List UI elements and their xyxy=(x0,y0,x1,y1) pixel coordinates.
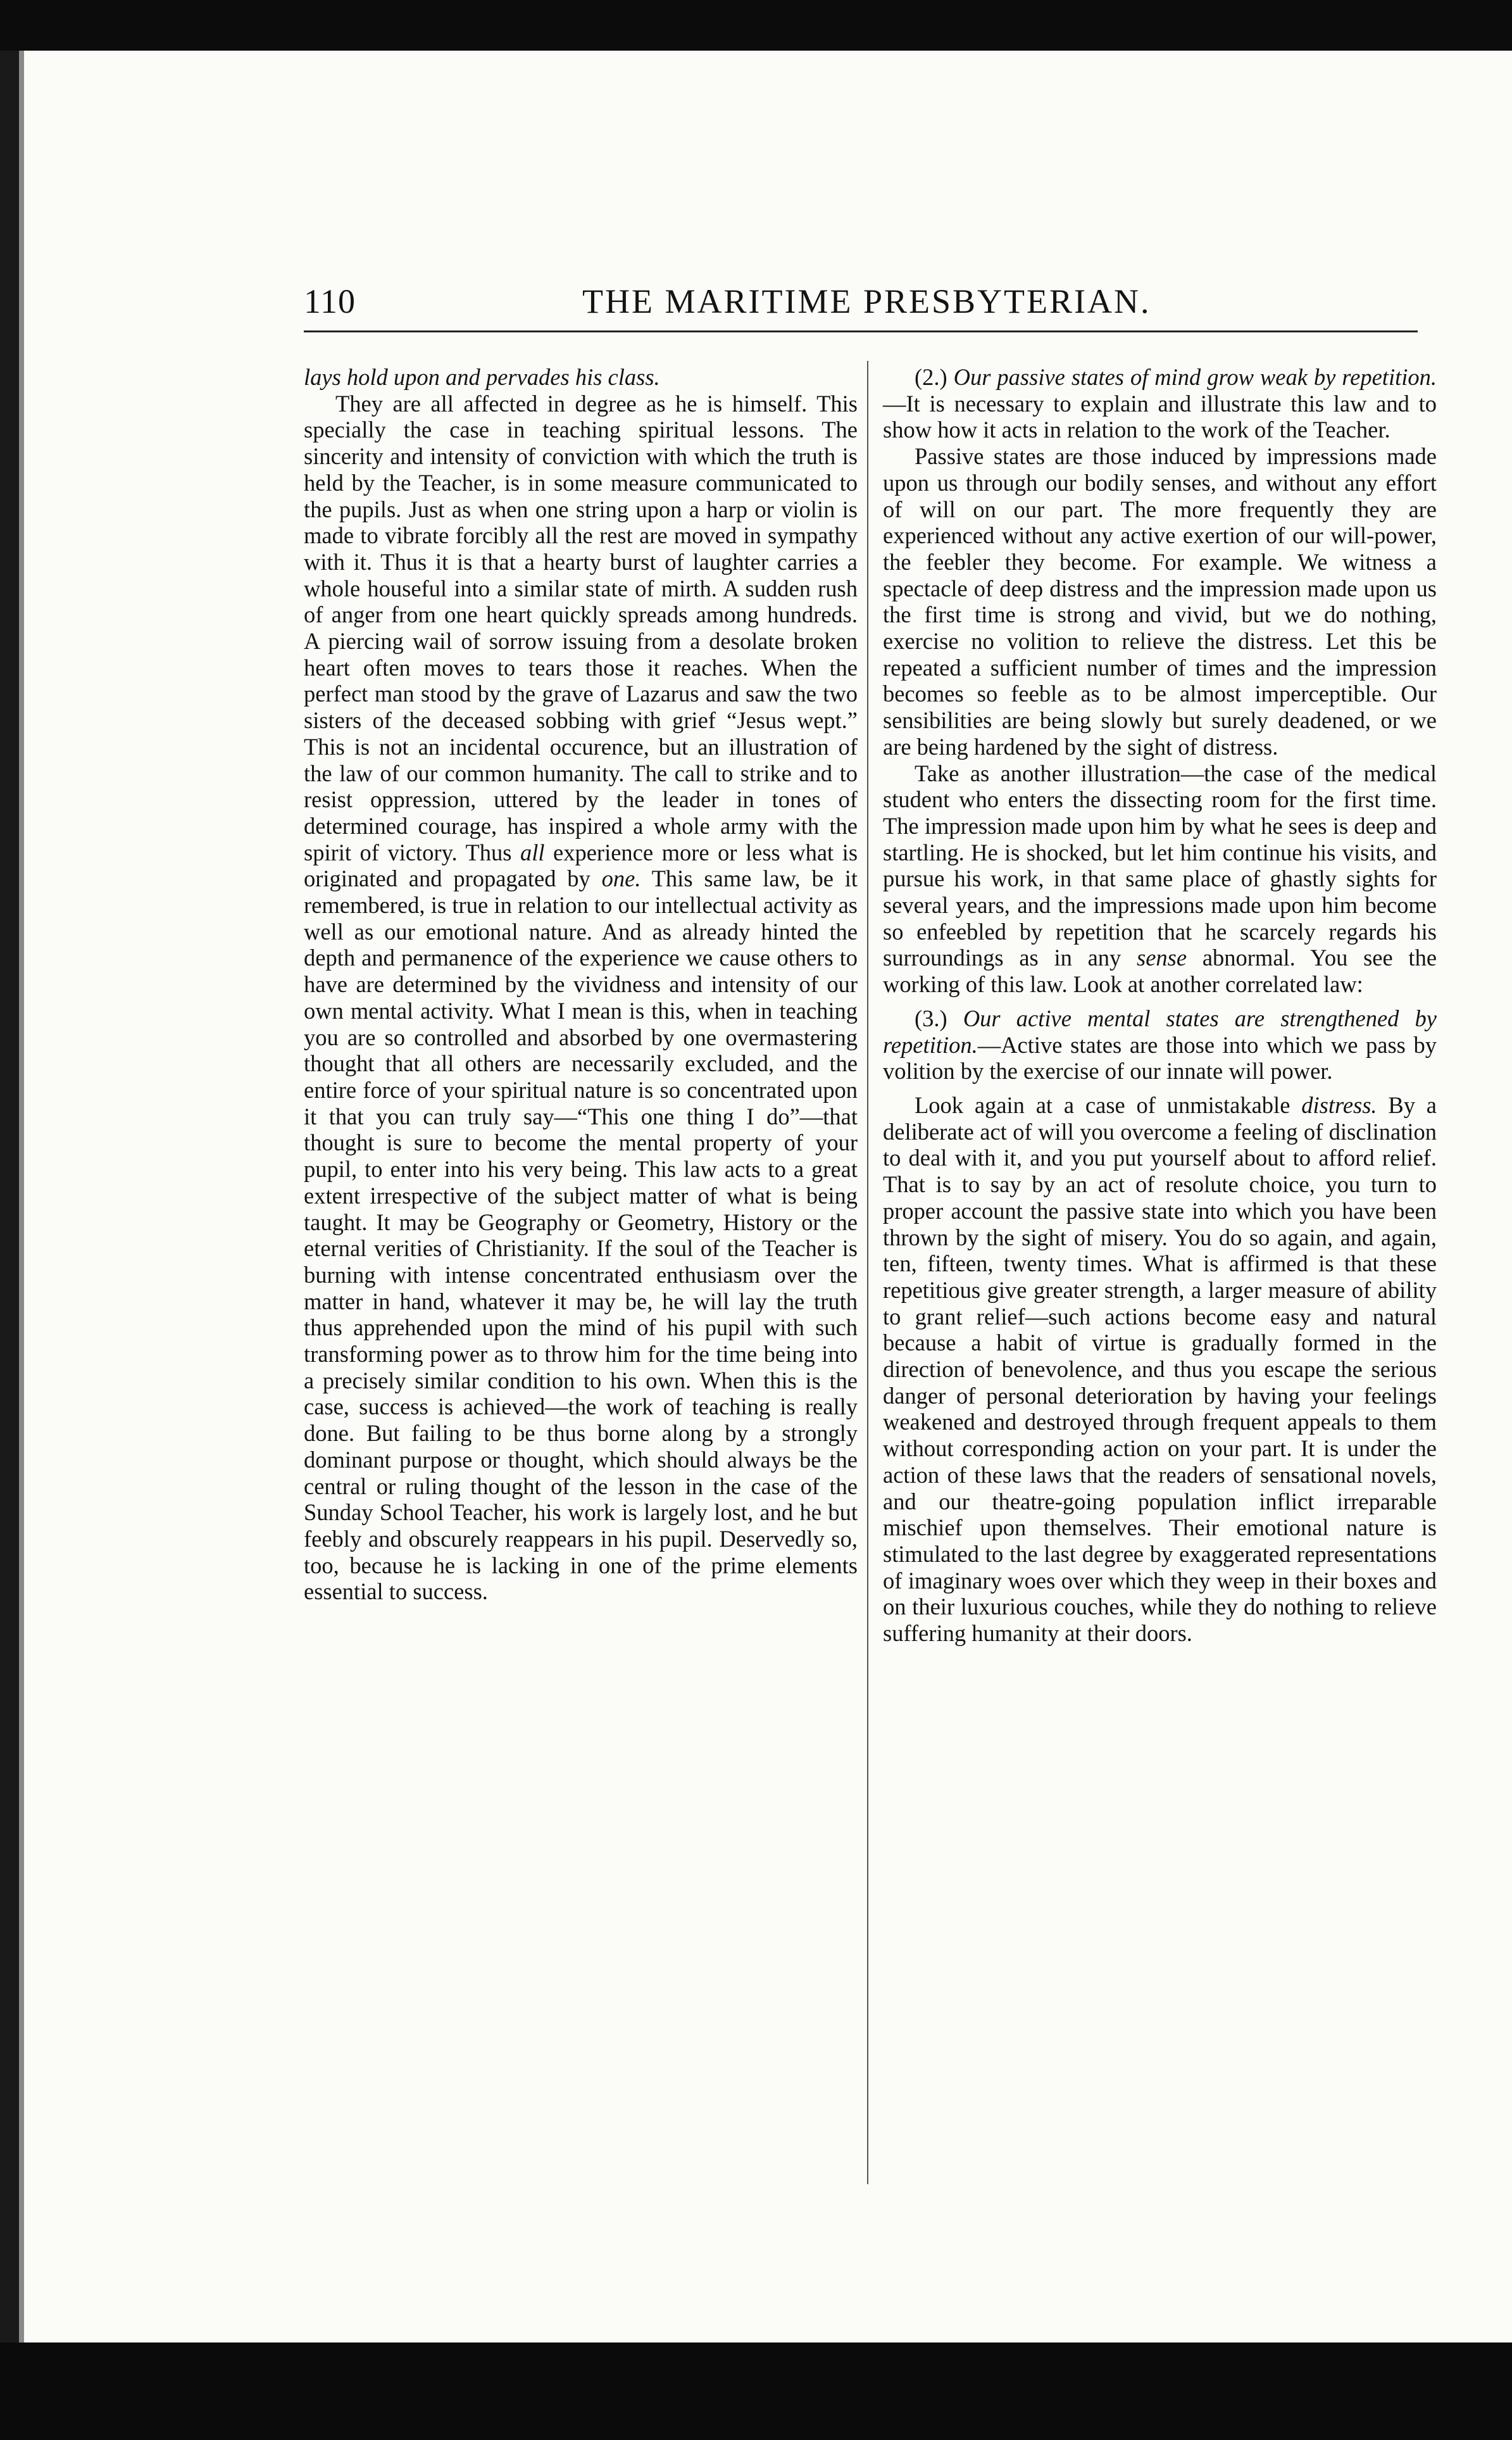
section-heading: Our active mental states are strengthened by repetition. xyxy=(883,1005,1437,1058)
section-number: (3.) xyxy=(915,1005,947,1031)
left-column xyxy=(304,364,858,2187)
paragraph-text: abnormal. You see the working of this law. Look at another correlated law: xyxy=(883,945,1437,998)
column-divider xyxy=(867,361,868,2184)
scan-border-left-shadow xyxy=(19,51,24,2343)
scan-border-top xyxy=(0,0,1512,51)
paragraph-text: —It is necessary to explain and illustrate this law and to show how it acts in relation to the work of the Teacher. xyxy=(883,390,1437,443)
paragraph-text: Look again at a case of unmistakable xyxy=(915,1091,1290,1118)
section-number: (2.) xyxy=(915,364,947,390)
paragraph xyxy=(883,760,1437,998)
paragraph-text: Take as another illustration—the case of the medical student who enters the dissecting room for the first time. The impression made upon him by what he sees is deep and startling. He is shocked, but let him continue his visits, and pursue his work, in that same place of ghastly sights for several years, and the impressions made upon him become so enfeebled by repetition that he scarcely regards his surroundings as in any xyxy=(883,760,1437,971)
header-rule xyxy=(304,330,1418,332)
paragraph-continuation xyxy=(304,364,858,391)
page-number: 110 xyxy=(304,282,356,320)
section-paragraph xyxy=(883,364,1437,443)
paragraph-text: experience more or less what is originated and propagated by xyxy=(304,839,858,892)
scan-border-left xyxy=(0,51,19,2343)
page-header xyxy=(304,282,1418,332)
paragraph-text: This same law, be it remembered, is true in relation to our intellectual activity as well as our emotional nature. And as already hinted the depth and permanence of the experience we cause others to have are determined by the vividness and intensity of our own mental activity. What I mean is this, when in teaching you are so controlled and absorbed by one overmastering thought that all others are necessarily excluded, and the entire force of your spiritual nature is so concentrated upon it that you can truly say—“This one thing I do”—that thought is sure to become the mental property of your pupil, to enter into his very being. This law acts to a great extent irrespective of the subject matter of what is being taught. It may be Geography or Geometry, History or the eternal verities of Christianity. If the soul of the Teacher is burning with intense concentrated enthusiasm over the matter in hand, whatever it may be, he will lay the truth thus apprehended upon the mind of his pupil with such transforming power as to throw him for the time being into a precisely similar condition to his own. When this is the case, success is achieved—the work of teaching is really done. But failing to be thus borne along by a strongly dominant purpose or thought, which should always be the central or ruling thought of the lesson in the case of the Sunday School Teacher, his work is largely lost, and he but feebly and obscurely reappears in his pupil. Deservedly so, too, because he is lacking in one of the prime elements essential to success. xyxy=(304,865,858,1605)
scan-border-bottom xyxy=(0,2343,1512,2440)
italic-text: distress. xyxy=(1301,1091,1377,1118)
paragraph-text: By a deliberate act of will you overcome a feeling of disclination to deal with it, and you put yourself about to afford relief. That is to say by an act of resolute choice, you turn to proper account the passive state into which you have been thrown by the sight of misery. You do so again, and again, ten, fifteen, twenty times. What is affirmed is that these repetitious give greater strength, a larger measure of ability to grant relief—such actions become easy and natural because a habit of virtue is gradually formed in the direction of benevolence, and thus you escape the serious danger of personal deterioration by having your feelings weakened and destroyed through frequent appeals to them without corresponding action on your part. It is under the action of these laws that the readers of sensational novels, and our theatre-going population inflict irreparable mischief upon themselves. Their emotional nature is stimulated to the last degree by exaggerated representations of imaginary woes over which they weep in their boxes and on their luxurious couches, while they do nothing to relieve suffering humanity at their doors. xyxy=(883,1091,1437,1647)
italic-text: one. xyxy=(601,865,641,892)
paragraph xyxy=(883,443,1437,760)
italic-text: lays hold upon and pervades his class. xyxy=(304,364,660,390)
paragraph xyxy=(883,1092,1437,1647)
paragraph-text: —Active states are those into which we pass by volition by the exercise of our innate will power. xyxy=(883,1031,1437,1085)
running-title: THE MARITIME PRESBYTERIAN. xyxy=(582,282,1151,320)
italic-text: sense xyxy=(1137,945,1187,971)
paragraph-text: Passive states are those induced by impressions made upon us through our bodily senses, and without any effort of will on our part. The more frequently they are experienced without any active exertion of our will-power, the feebler they become. For example. We witness a spectacle of deep distress and the impression made upon us the first time is strong and vivid, but we do nothing, exercise no volition to relieve the distress. Let this be repeated a sufficient number of times and the impression becomes so feeble as to be almost imperceptible. Our sensibilities are being slowly but surely deadened, or we are being hardened by the sight of distress. xyxy=(883,443,1437,760)
paragraph-text: They are all affected in degree as he is himself. This specially the case in teaching spiritual lessons. The sincerity and intensity of conviction with which the truth is held by the Teacher, is in some measure communicated to the pupils. Just as when one string upon a harp or violin is made to vibrate forcibly all the rest are moved in sympathy with it. Thus it is that a hearty burst of laughter carries a whole houseful into a similar state of mirth. A sudden rush of anger from one heart quickly spreads among hundreds. A piercing wail of sorrow issuing from a desolate broken heart often moves to tears those it reaches. When the perfect man stood by the grave of Lazarus and saw the two sisters of the deceased sobbing with grief “Jesus wept.” This is not an incidental occurence, but an illustration of the law of our common humanity. The call to strike and to resist oppression, uttered by the leader in tones of determined courage, has inspired a whole army with the spirit of victory. Thus xyxy=(304,390,858,865)
section-paragraph xyxy=(883,1005,1437,1085)
right-column xyxy=(883,364,1437,2187)
section-heading: Our passive states of mind grow weak by repetition. xyxy=(953,364,1437,390)
paragraph xyxy=(304,391,858,1605)
italic-text: all xyxy=(520,839,545,865)
